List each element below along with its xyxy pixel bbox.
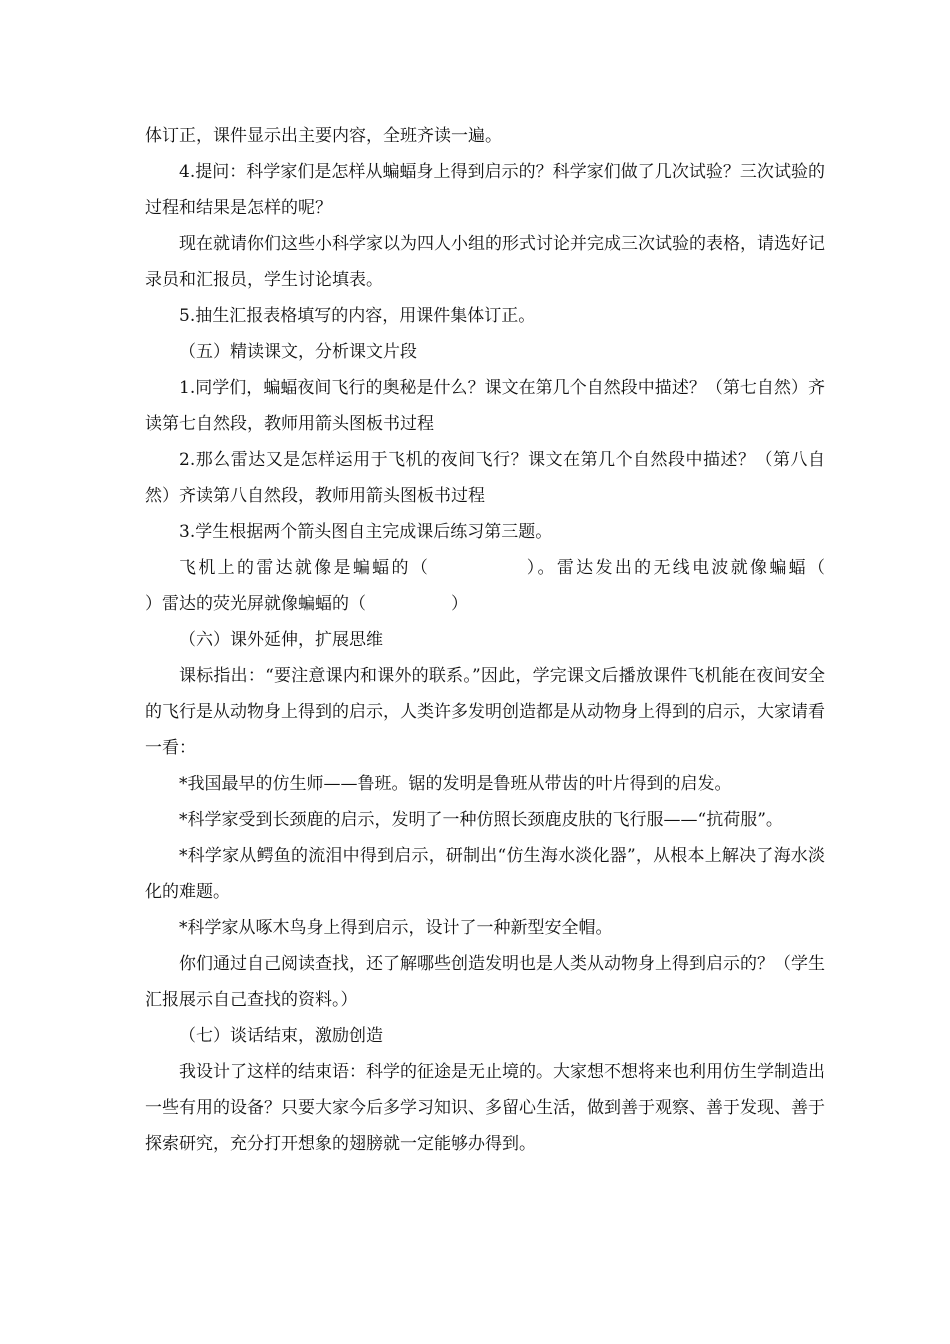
fill-in-blank-exercise: 飞机上的雷达就像是蝙蝠的（ ）。雷达发出的无线电波就像蝙蝠（ ）雷达的荧光屏就像蝙蝠的（ ） bbox=[145, 558, 910, 614]
paragraph-0: 体订正，课件显示出主要内容，全班齐读一遍。 bbox=[145, 126, 502, 146]
list-item-lu-ban: *我国最早的仿生师——鲁班。锯的发明是鲁班从带齿的叶片得到的启发。 bbox=[179, 774, 732, 794]
section-heading-7: （七）谈话结束，激励创造 bbox=[179, 1026, 383, 1046]
paragraph-17: 我设计了这样的结束语：科学的征途是无止境的。大家想不想将来也利用仿生学制造出一些有用的设备？只要大家今后多学习知识、多留心生活，做到善于观察、善于发现、善于探索研究，充分打开想象的翅膀就一定能够办得到。 bbox=[145, 1062, 825, 1154]
section-heading-6: （六）课外延伸，扩展思维 bbox=[179, 630, 383, 650]
paragraph-10: 课标指出：“要注意课内和课外的联系。”因此，学完课文后播放课件飞机能在夜间安全的飞行是从动物身上得到的启示，人类许多发明创造都是从动物身上得到的启示，大家请看一看： bbox=[145, 666, 825, 758]
section-heading-5: （五）精读课文，分析课文片段 bbox=[179, 342, 417, 362]
paragraph-3: 5.抽生汇报表格填写的内容，用课件集体订正。 bbox=[179, 306, 536, 326]
paragraph-6: 2.那么雷达又是怎样运用于飞机的夜间飞行？课文在第几个自然段中描述？（第八自然）齐读第八自然段，教师用箭头图板书过程 bbox=[145, 450, 825, 506]
list-item-giraffe: *科学家受到长颈鹿的启示，发明了一种仿照长颈鹿皮肤的飞行服——“抗荷服”。 bbox=[179, 810, 783, 830]
paragraph-15: 你们通过自己阅读查找，还了解哪些创造发明也是人类从动物身上得到启示的？（学生汇报展示自己查找的资料。） bbox=[145, 954, 825, 1010]
paragraph-7: 3.学生根据两个箭头图自主完成课后练习第三题。 bbox=[179, 522, 553, 542]
document-page bbox=[145, 118, 910, 1162]
paragraph-5: 1.同学们，蝙蝠夜间飞行的奥秘是什么？课文在第几个自然段中描述？（第七自然）齐读第七自然段，教师用箭头图板书过程 bbox=[145, 378, 825, 434]
paragraph-1: 4.提问：科学家们是怎样从蝙蝠身上得到启示的？科学家们做了几次试验？三次试验的过程和结果是怎样的呢？ bbox=[145, 162, 825, 218]
list-item-crocodile: *科学家从鳄鱼的流泪中得到启示，研制出“仿生海水淡化器”，从根本上解决了海水淡化的难题。 bbox=[145, 846, 825, 902]
paragraph-2: 现在就请你们这些小科学家以为四人小组的形式讨论并完成三次试验的表格，请选好记录员和汇报员，学生讨论填表。 bbox=[145, 234, 825, 290]
list-item-woodpecker: *科学家从啄木鸟身上得到启示，设计了一种新型安全帽。 bbox=[179, 918, 613, 938]
